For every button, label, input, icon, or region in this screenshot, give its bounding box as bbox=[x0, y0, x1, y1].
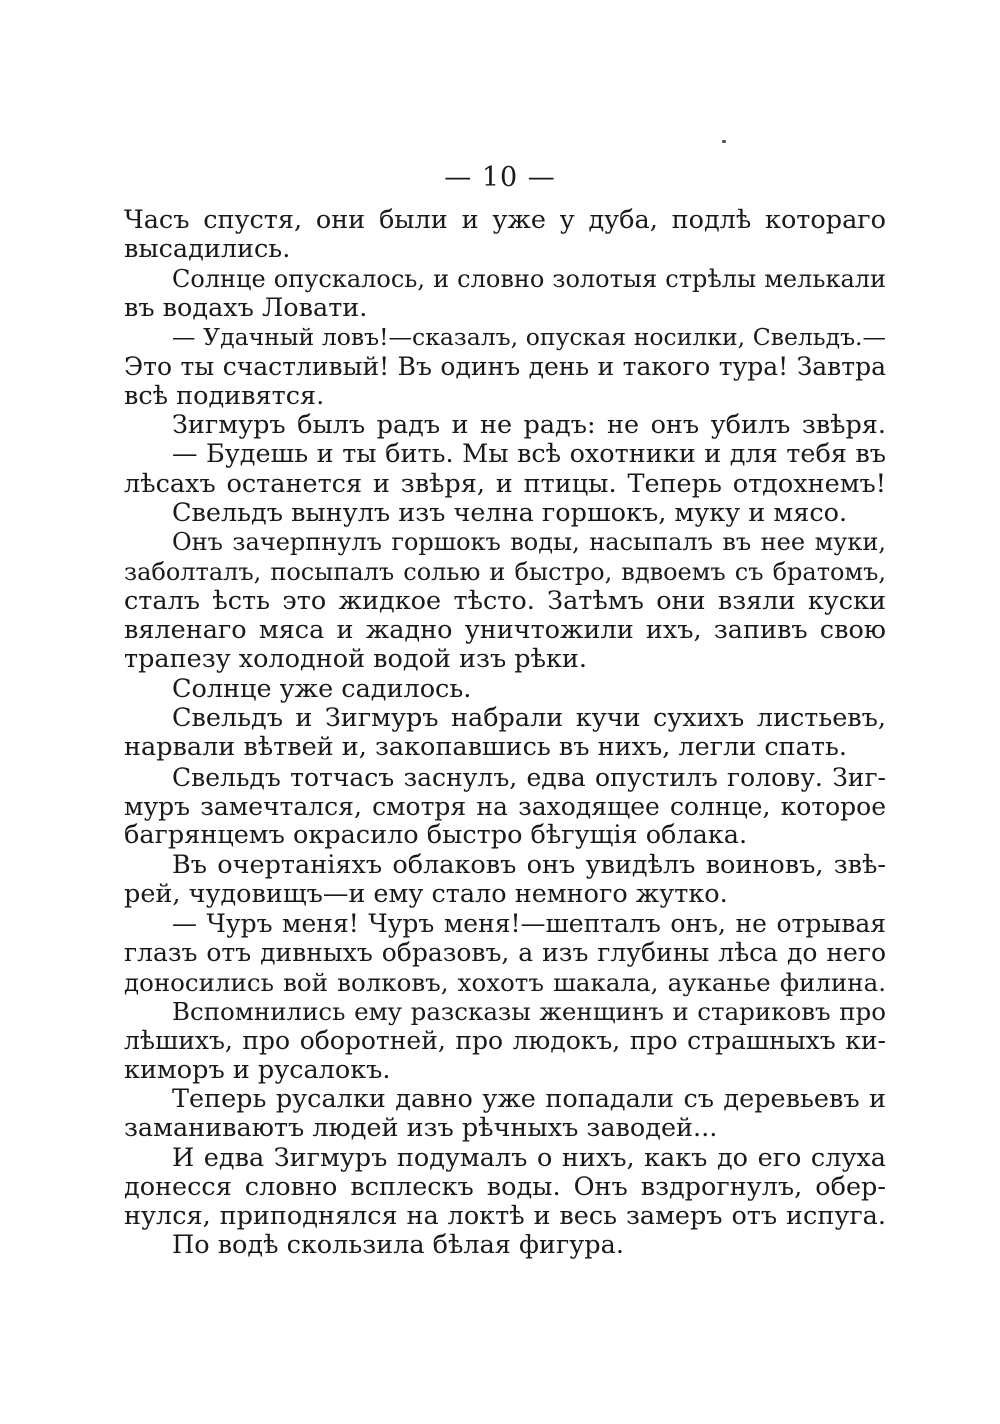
text-line: — Чуръ меня! Чуръ меня!—шепталъ онъ, не отрывая bbox=[172, 909, 886, 939]
text-line: муръ замечтался, смотря на заходящее солнце, которое bbox=[124, 791, 886, 821]
text-line: нарвали вѣтвей и, закопавшись въ нихъ, легли спать. bbox=[124, 732, 847, 763]
text-line: Свельдъ и Зигмуръ набрали кучи сухихъ листьевъ, bbox=[172, 703, 886, 734]
text-line: Это ты счастливый! Въ одинъ день и такого тура! Завтра bbox=[124, 352, 886, 382]
text-line: киморъ и русалокъ. bbox=[124, 1054, 391, 1085]
print-speck bbox=[722, 140, 726, 143]
page-number: — 10 — bbox=[444, 162, 556, 193]
text-line: — Будешь и ты бить. Мы всѣ охотники и для тебя въ bbox=[172, 439, 886, 470]
text-line: донесся словно всплескъ воды. Онъ вздрогнулъ, обер- bbox=[124, 1171, 886, 1202]
text-line: лѣшихъ, про оборотней, про людокъ, про страшныхъ ки- bbox=[124, 1026, 886, 1056]
text-line: всѣ подивятся. bbox=[124, 380, 325, 411]
text-line: заболталъ, посыпалъ солью и быстро, вдвоемъ съ братомъ, bbox=[124, 557, 886, 586]
text-line: Зигмуръ былъ радъ и не радъ: не онъ убилъ звѣря. bbox=[172, 410, 886, 441]
text-line: трапезу холодной водой изъ рѣки. bbox=[124, 644, 588, 675]
text-line: Въ очертаніяхъ облаковъ онъ увидѣлъ воиновъ, звѣ- bbox=[172, 849, 886, 880]
text-line: Часъ спустя, они были и уже у дуба, подлѣ котораго bbox=[124, 205, 886, 235]
body-text bbox=[124, 206, 886, 1261]
text-line: рей, чудовищъ—и ему стало немного жутко. bbox=[124, 878, 728, 909]
text-line: Вспомнились ему разсказы женщинъ и стариковъ про bbox=[172, 997, 886, 1027]
text-line: сталъ ѣсть это жидкое тѣсто. Затѣмъ они взяли куски bbox=[124, 585, 886, 616]
text-line: вяленаго мяса и жадно уничтожили ихъ, запивъ свою bbox=[124, 615, 886, 646]
text-line: Теперь русалки давно уже попадали съ деревьевъ и bbox=[172, 1083, 886, 1114]
text-line: Онъ зачерпнулъ горшокъ воды, насыпалъ въ нее муки, bbox=[172, 528, 886, 557]
text-line: Солнце уже садилось. bbox=[172, 673, 472, 704]
text-line: заманиваютъ людей изъ рѣчныхъ заводей... bbox=[124, 1113, 718, 1144]
text-line: багрянцемъ окрасило быстро бѣгущія облака. bbox=[124, 820, 748, 851]
text-line: Свельдъ вынулъ изъ челна горшокъ, муку и мясо. bbox=[172, 497, 848, 528]
text-line: И едва Зигмуръ подумалъ о нихъ, какъ до его слуха bbox=[172, 1142, 886, 1173]
text-line: По водѣ скользила бѣлая фигура. bbox=[172, 1230, 624, 1261]
text-line: нулся, приподнялся на локтѣ и весь замеръ отъ испуга. bbox=[124, 1201, 886, 1232]
text-line: въ водахъ Ловати. bbox=[124, 292, 368, 323]
text-line: доносились вой волковъ, хохотъ шакала, ауканье филина. bbox=[124, 967, 886, 997]
text-line: — Удачный ловъ!—сказалъ, опуская носилки, Свельдъ.— bbox=[172, 323, 886, 352]
text-line: лѣсахъ останется и звѣря, и птицы. Теперь отдохнемъ! bbox=[124, 468, 886, 499]
text-line: Солнце опускалось, и словно золотыя стрѣлы мелькали bbox=[172, 264, 886, 293]
text-line: глазъ отъ дивныхъ образовъ, а изъ глубины лѣса до него bbox=[124, 938, 886, 968]
text-line: Свельдъ тотчасъ заснулъ, едва опустилъ голову. Зиг- bbox=[172, 762, 886, 792]
text-line: высадились. bbox=[124, 234, 291, 265]
